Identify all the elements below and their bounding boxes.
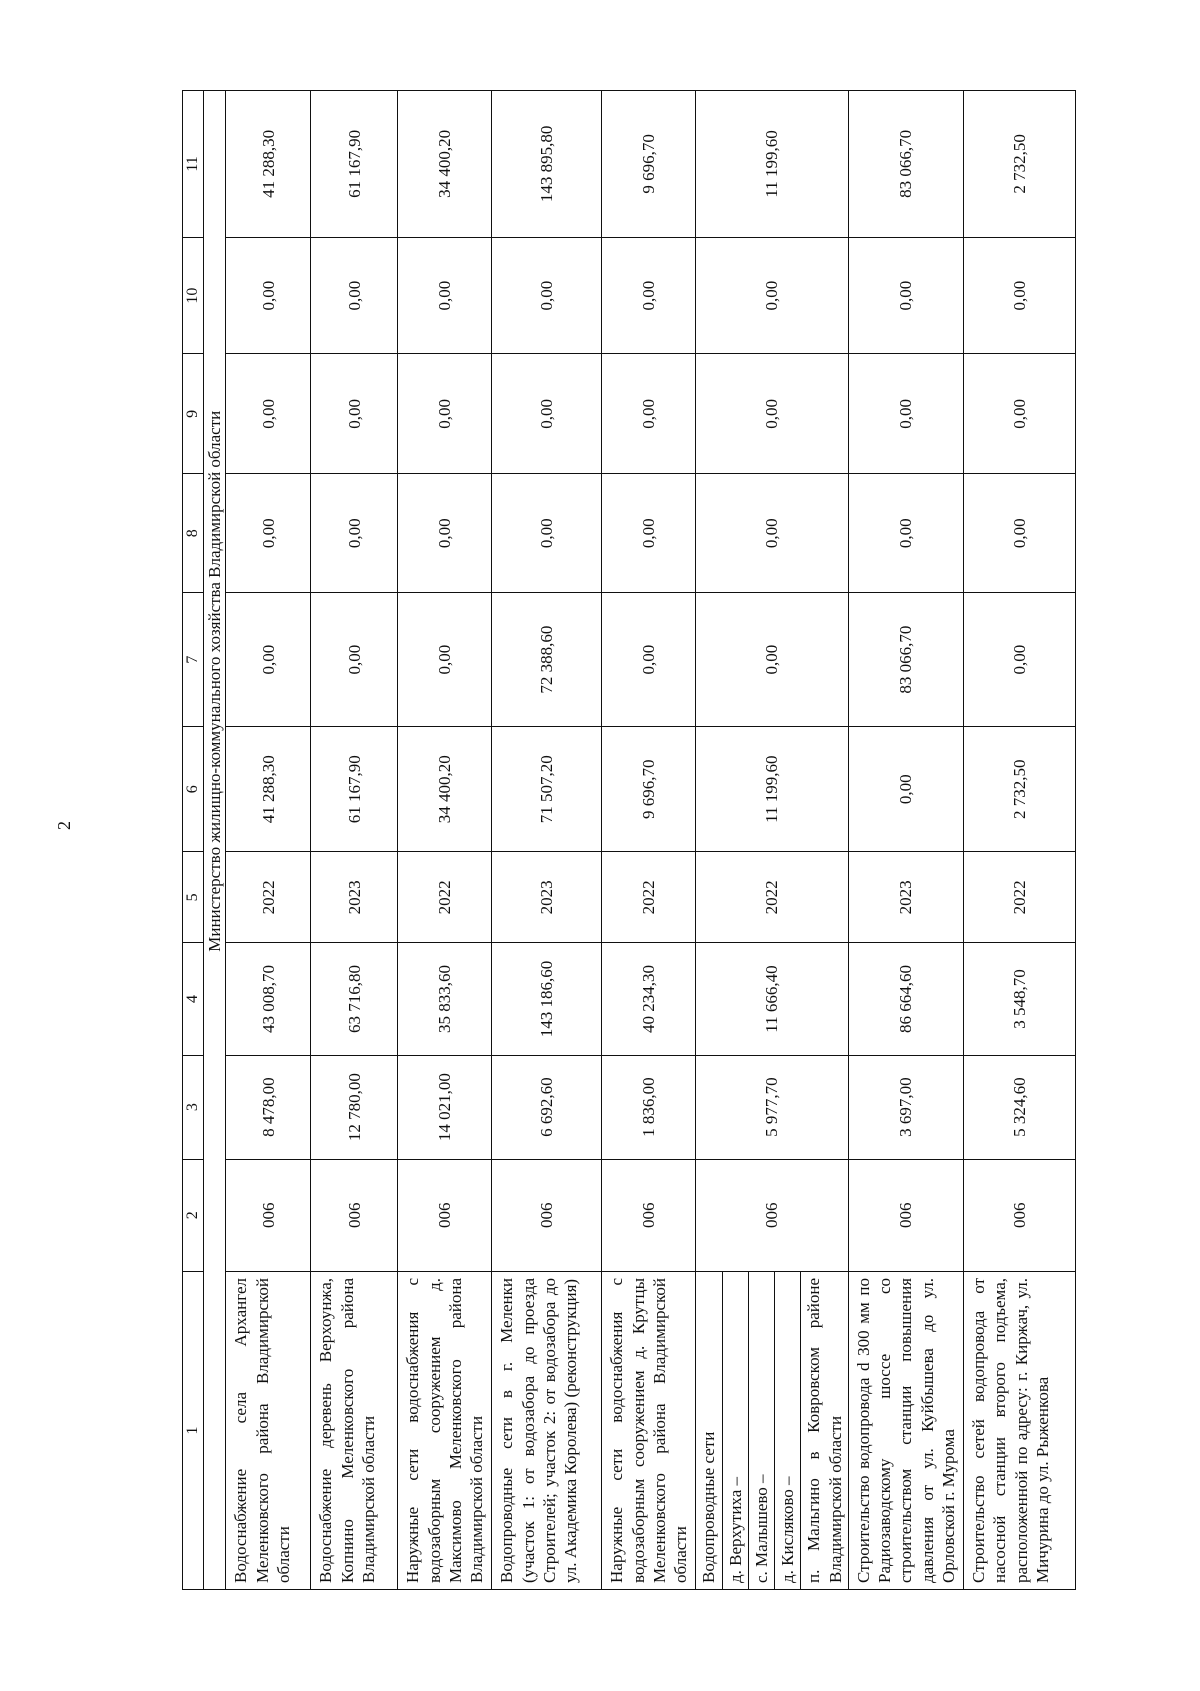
object-name: Водоснабжение деревень Верхоунжа, Копнино Меленковского района Владимирской области: [311, 1272, 398, 1590]
object-name-line: с. Малышево –: [749, 1272, 775, 1589]
column-number: 10: [183, 237, 204, 354]
page-number: 2: [54, 821, 74, 830]
column-number: 9: [183, 354, 204, 474]
object-name-line: п. Мальгино в Ковровском районе Владимирской области: [804, 1278, 845, 1583]
cell-col-11: 2 732,50: [964, 91, 1076, 238]
table-row: [848, 91, 963, 1590]
cell-col-5: 2022: [226, 852, 311, 943]
cell-col-4: 86 664,60: [848, 943, 963, 1055]
cell-col-2: 006: [602, 1159, 696, 1271]
cell-col-9: 0,00: [492, 354, 602, 474]
cell-col-9: 0,00: [226, 354, 311, 474]
cell-col-11: 143 895,80: [492, 91, 602, 238]
cell-col-3: 5 977,70: [696, 1055, 849, 1159]
column-number: 3: [183, 1055, 204, 1159]
cell-col-7: 0,00: [964, 593, 1076, 727]
investment-table: [182, 90, 1076, 1590]
cell-col-3: 8 478,00: [226, 1055, 311, 1159]
cell-col-7: 83 066,70: [848, 593, 963, 727]
cell-col-10: 0,00: [696, 237, 849, 354]
cell-col-4: 143 186,60: [492, 943, 602, 1055]
table-row: [492, 91, 602, 1590]
cell-col-5: 2022: [964, 852, 1076, 943]
cell-col-11: 34 400,20: [398, 91, 492, 238]
cell-col-8: 0,00: [964, 474, 1076, 593]
cell-col-10: 0,00: [311, 237, 398, 354]
cell-col-9: 0,00: [696, 354, 849, 474]
cell-col-2: 006: [492, 1159, 602, 1271]
cell-col-10: 0,00: [398, 237, 492, 354]
cell-col-3: 14 021,00: [398, 1055, 492, 1159]
cell-col-4: 40 234,30: [602, 943, 696, 1055]
column-number: 4: [183, 943, 204, 1055]
ministry-spacer: [204, 1272, 226, 1590]
cell-col-5: 2022: [696, 852, 849, 943]
cell-col-7: 0,00: [602, 593, 696, 727]
cell-col-3: 3 697,00: [848, 1055, 963, 1159]
cell-col-10: 0,00: [492, 237, 602, 354]
object-name: Водопроводные сети в г. Меленки (участок 1: от водозабора до проезда Строителей; участок 2: от водозабора до ул. Академика Королева) (реконструкция): [492, 1272, 602, 1590]
object-name: Наружные сети водоснабжения с водозаборным сооружением д. Максимово Меленковского района Владимирской области: [398, 1272, 492, 1590]
column-number: 8: [183, 474, 204, 593]
cell-col-5: 2023: [311, 852, 398, 943]
rotated-table-container: [182, 90, 1050, 1590]
cell-col-8: 0,00: [311, 474, 398, 593]
cell-col-5: 2022: [398, 852, 492, 943]
cell-col-4: 11 666,40: [696, 943, 849, 1055]
object-name: Строительство водопровода d 300 мм по Радиозаводскому шоссе со строительством станции повышения давления от ул. Куйбышева до ул. Орловской г. Мурома: [848, 1272, 963, 1590]
ministry-name: Министерство жилищно-коммунального хозяйства Владимирской области: [204, 91, 226, 1272]
cell-col-8: 0,00: [398, 474, 492, 593]
cell-col-3: 12 780,00: [311, 1055, 398, 1159]
object-name: [696, 1272, 849, 1590]
table-row: [696, 91, 849, 1590]
cell-col-2: 006: [696, 1159, 849, 1271]
cell-col-7: 0,00: [398, 593, 492, 727]
column-number: 5: [183, 852, 204, 943]
cell-col-6: 61 167,90: [311, 727, 398, 852]
cell-col-6: 11 199,60: [696, 727, 849, 852]
cell-col-11: 61 167,90: [311, 91, 398, 238]
cell-col-3: 1 836,00: [602, 1055, 696, 1159]
cell-col-9: 0,00: [602, 354, 696, 474]
cell-col-11: 41 288,30: [226, 91, 311, 238]
column-number: 1: [183, 1272, 204, 1590]
column-number: 11: [183, 91, 204, 238]
cell-col-9: 0,00: [398, 354, 492, 474]
object-name-line: д. Верхутиха –: [723, 1272, 749, 1589]
cell-col-6: 2 732,50: [964, 727, 1076, 852]
cell-col-11: 11 199,60: [696, 91, 849, 238]
cell-col-2: 006: [964, 1159, 1076, 1271]
object-name: Наружные сети водоснабжения с водозаборным сооружением д. Крутцы Меленковского района Владимирской области: [602, 1272, 696, 1590]
cell-col-6: 41 288,30: [226, 727, 311, 852]
ministry-row: [204, 91, 226, 1590]
column-number: 7: [183, 593, 204, 727]
cell-col-10: 0,00: [848, 237, 963, 354]
cell-col-10: 0,00: [602, 237, 696, 354]
cell-col-8: 0,00: [492, 474, 602, 593]
cell-col-8: 0,00: [226, 474, 311, 593]
cell-col-2: 006: [226, 1159, 311, 1271]
cell-col-6: 9 696,70: [602, 727, 696, 852]
object-name-line: д. Кисляково –: [775, 1272, 801, 1589]
cell-col-4: 63 716,80: [311, 943, 398, 1055]
column-number-row: [183, 91, 204, 1590]
table-row: [964, 91, 1076, 1590]
table-row: [226, 91, 311, 1590]
cell-col-10: 0,00: [226, 237, 311, 354]
cell-col-4: 35 833,60: [398, 943, 492, 1055]
cell-col-8: 0,00: [848, 474, 963, 593]
cell-col-4: 43 008,70: [226, 943, 311, 1055]
cell-col-2: 006: [398, 1159, 492, 1271]
object-name-line: Водопроводные сети: [696, 1272, 722, 1589]
table-row: [602, 91, 696, 1590]
object-name: Водоснабжение села Архангел Меленковского района Владимирской области: [226, 1272, 311, 1590]
cell-col-3: 5 324,60: [964, 1055, 1076, 1159]
cell-col-8: 0,00: [602, 474, 696, 593]
cell-col-11: 9 696,70: [602, 91, 696, 238]
cell-col-6: 34 400,20: [398, 727, 492, 852]
cell-col-10: 0,00: [964, 237, 1076, 354]
cell-col-7: 0,00: [696, 593, 849, 727]
cell-col-9: 0,00: [964, 354, 1076, 474]
cell-col-9: 0,00: [311, 354, 398, 474]
cell-col-5: 2023: [492, 852, 602, 943]
cell-col-4: 3 548,70: [964, 943, 1076, 1055]
column-number: 2: [183, 1159, 204, 1271]
cell-col-3: 6 692,60: [492, 1055, 602, 1159]
table-row: [311, 91, 398, 1590]
cell-col-6: 0,00: [848, 727, 963, 852]
cell-col-11: 83 066,70: [848, 91, 963, 238]
table-row: [398, 91, 492, 1590]
cell-col-2: 006: [311, 1159, 398, 1271]
cell-col-9: 0,00: [848, 354, 963, 474]
cell-col-7: 72 388,60: [492, 593, 602, 727]
cell-col-6: 71 507,20: [492, 727, 602, 852]
cell-col-7: 0,00: [226, 593, 311, 727]
cell-col-5: 2022: [602, 852, 696, 943]
cell-col-8: 0,00: [696, 474, 849, 593]
cell-col-7: 0,00: [311, 593, 398, 727]
column-number: 6: [183, 727, 204, 852]
cell-col-5: 2023: [848, 852, 963, 943]
object-name: Строительство сетей водопровода от насосной станции второго подъема, расположенной по адресу: г. Киржач, ул. Мичурина до ул. Рыженкова: [964, 1272, 1076, 1590]
cell-col-2: 006: [848, 1159, 963, 1271]
